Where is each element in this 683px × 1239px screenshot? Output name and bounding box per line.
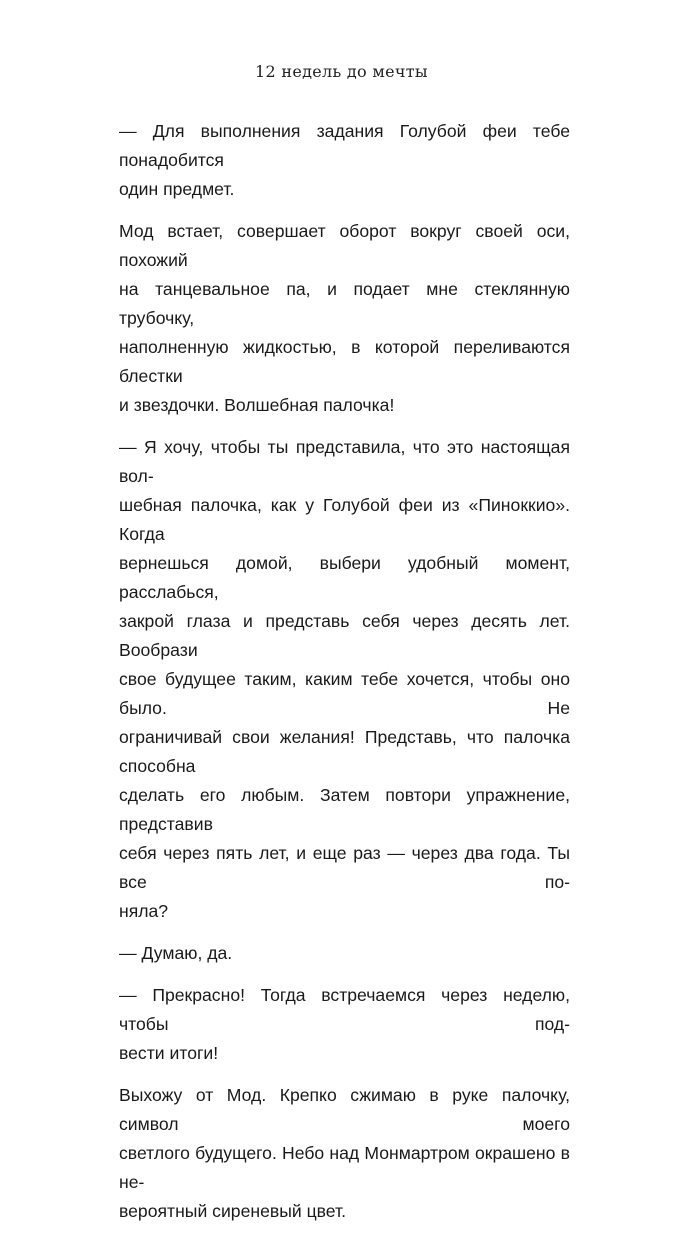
text-line: — Думаю, да. <box>119 943 233 963</box>
paragraph <box>119 1081 570 1226</box>
text-line: на танцевальное па, и подает мне стеклянную трубочку, <box>119 279 570 328</box>
text-line: себя через пять лет, и еще раз — через два года. Ты все по- <box>119 843 570 892</box>
text-line: — Я хочу, чтобы ты представила, что это настоящая вол- <box>119 437 570 486</box>
text-line: шебная палочка, как у Голубой феи из «Пиноккио». Когда <box>119 495 570 544</box>
page-body <box>119 117 570 1239</box>
text-line: ограничивай свои желания! Представь, что палочка способна <box>119 727 570 776</box>
text-line: один предмет. <box>119 179 235 199</box>
text-line: и звездочки. Волшебная палочка! <box>119 395 395 415</box>
paragraph <box>119 117 570 204</box>
paragraph <box>119 217 570 420</box>
text-line: свое будущее таким, каким тебе хочется, чтобы оно было. Не <box>119 669 570 718</box>
paragraph <box>119 433 570 926</box>
running-header: 12 недель до мечты <box>255 62 428 81</box>
paragraph <box>119 981 570 1068</box>
text-line: вероятный сиреневый цвет. <box>119 1201 346 1221</box>
text-line: сделать его любым. Затем повтори упражнение, представив <box>119 785 570 834</box>
text-line: — Для выполнения задания Голубой феи тебе понадобится <box>119 121 570 170</box>
text-line: вернешься домой, выбери удобный момент, расслабься, <box>119 553 570 602</box>
text-line: светлого будущего. Небо над Монмартром окрашено в не- <box>119 1143 570 1192</box>
text-line: закрой глаза и представь себя через десять лет. Вообрази <box>119 611 570 660</box>
text-line: вести итоги! <box>119 1043 219 1063</box>
text-line: няла? <box>119 901 169 921</box>
text-line: наполненную жидкостью, в которой переливаются блестки <box>119 337 570 386</box>
text-line: Выхожу от Мод. Крепко сжимаю в руке палочку, символ моего <box>119 1085 570 1134</box>
paragraph <box>119 939 570 968</box>
text-line: — Прекрасно! Тогда встречаемся через неделю, чтобы под- <box>119 985 570 1034</box>
text-line: Мод встает, совершает оборот вокруг своей оси, похожий <box>119 221 570 270</box>
